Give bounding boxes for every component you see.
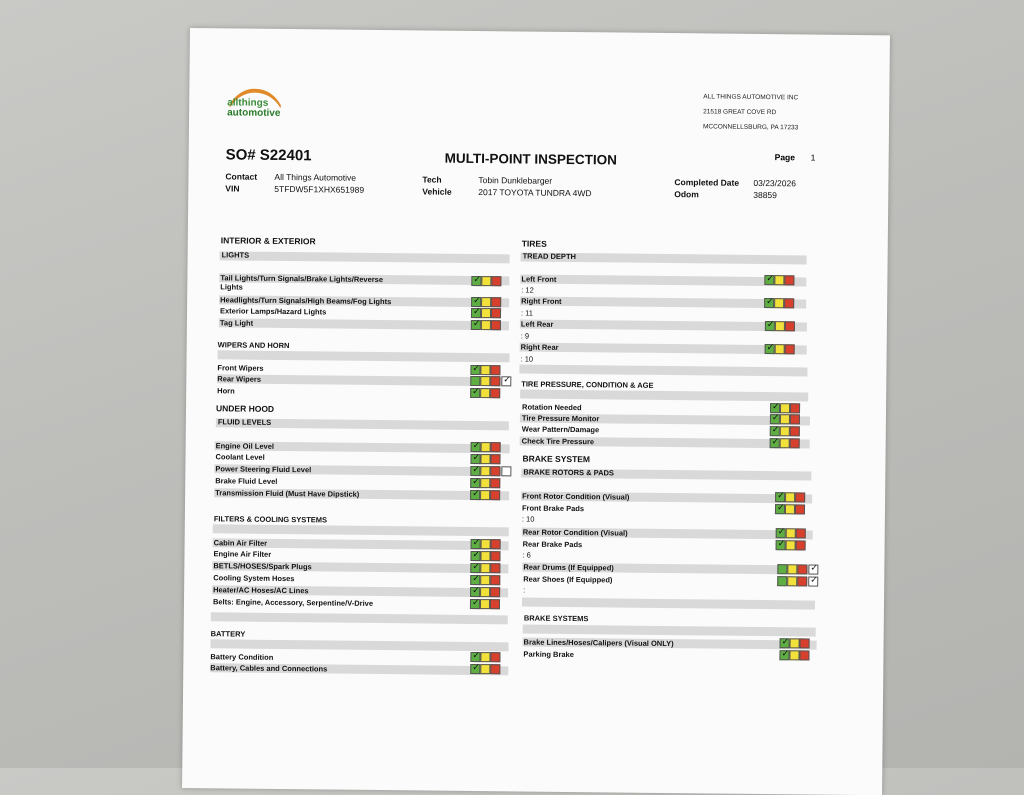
company-name: ALL THINGS AUTOMOTIVE INC [703, 93, 799, 102]
value-right-rear: : 10 [520, 354, 534, 364]
subsection-tread-depth [521, 252, 807, 264]
vin-value: 5TFDW5F1XHX651989 [274, 183, 365, 195]
item-belts-engine: Belts: Engine, Accessory, Serpentine/V-Drive [212, 597, 374, 608]
bar-battery [211, 639, 509, 651]
section-battery: BATTERY [210, 629, 246, 639]
item-brake-fluid: Brake Fluid Level [215, 476, 278, 486]
rating-exterior-lamps [471, 308, 501, 318]
rating-check-pressure [770, 438, 800, 448]
rating-front-rotor [775, 492, 805, 502]
row-rear-wipers [217, 374, 509, 386]
section-filters: FILTERS & COOLING SYSTEMS [213, 514, 328, 525]
contact-label: Contact [225, 171, 258, 182]
row-tag-light [219, 318, 509, 330]
na-checkbox[interactable] [501, 376, 511, 386]
rating-horn [470, 388, 500, 398]
na-checkbox[interactable] [808, 577, 818, 587]
subsection-lights [220, 251, 510, 263]
item-rotation-needed: Rotation Needed [522, 402, 582, 413]
logo-line2: automotive [227, 107, 281, 119]
item-battery-condition: Battery Condition [210, 652, 274, 662]
tread-depth-title: TREAD DEPTH [522, 251, 577, 262]
subsection-rotors-pads [521, 468, 811, 480]
rating-cooling-hoses [470, 575, 500, 585]
vehicle-value: 2017 TOYOTA TUNDRA 4WD [478, 187, 592, 199]
rating-rear-shoes [777, 576, 818, 586]
rating-rear-rotor [776, 528, 806, 538]
rating-left-front [764, 275, 794, 285]
item-rear-wipers: Rear Wipers [217, 374, 262, 384]
logo-line1: allthings [227, 97, 269, 109]
rating-front-wipers [470, 365, 500, 375]
bar-wipers [218, 350, 510, 362]
rating-coolant [470, 454, 500, 464]
item-transmission: Transmission Fluid (Must Have Dipstick) [215, 488, 360, 499]
company-street: 21518 GREAT COVE RD [703, 108, 777, 117]
lights-title: LIGHTS [221, 250, 250, 260]
rating-cabin-filter [471, 539, 501, 549]
inspection-sheet [182, 28, 890, 795]
item-battery-cables: Battery, Cables and Connections [210, 663, 328, 674]
bar-rotors-end [522, 598, 815, 610]
rating-engine-oil [471, 442, 501, 452]
odom-label: Odom [674, 189, 699, 200]
bar-brake-systems [523, 625, 816, 637]
bar-tread-end [519, 364, 807, 376]
subsection-fluid-levels [216, 418, 509, 430]
contact-value: All Things Automotive [274, 171, 357, 183]
item-tail-lights: Tail Lights/Turn Signals/Brake Lights/Reverse [220, 273, 384, 285]
vin-label: VIN [225, 183, 240, 194]
value-left-front: : 12 [521, 285, 534, 295]
bar-filters [213, 524, 509, 536]
page-number: 1 [810, 152, 816, 163]
rating-power-steering [470, 466, 511, 476]
item-front-rotor: Front Rotor Condition (Visual) [522, 491, 630, 502]
rating-tag-light [471, 320, 501, 330]
item-front-wipers: Front Wipers [217, 363, 264, 373]
section-brake-system: BRAKE SYSTEM [522, 453, 591, 465]
rating-headlights [471, 297, 501, 307]
rating-rear-wipers [470, 376, 511, 386]
item-engine-oil: Engine Oil Level [215, 441, 275, 451]
odom-value: 38859 [753, 189, 777, 201]
rating-transmission [470, 490, 500, 500]
section-tire-pressure: TIRE PRESSURE, CONDITION & AGE [521, 379, 654, 390]
bar-tire-pressure [520, 389, 808, 401]
item-left-front: Left Front [521, 274, 557, 284]
rating-rear-drums [777, 564, 818, 574]
bar-filters-end [211, 612, 508, 624]
item-tail-lights-cont: Lights [220, 282, 243, 292]
completed-label: Completed Date [674, 177, 740, 188]
item-cooling-hoses: Cooling System Hoses [213, 573, 295, 584]
rating-brake-fluid [470, 478, 500, 488]
rating-left-rear [765, 321, 795, 331]
rating-battery-cables [470, 664, 500, 674]
value-front-pads: : 10 [521, 514, 535, 524]
company-city: MCCONNELLSBURG, PA 17233 [702, 123, 799, 132]
item-check-pressure: Check Tire Pressure [521, 436, 595, 447]
tech-label: Tech [422, 174, 442, 185]
rating-wear-pattern [770, 426, 800, 436]
rating-rear-pads [776, 540, 806, 550]
rotors-pads-title: BRAKE ROTORS & PADS [523, 467, 614, 478]
service-order-number: SO# S22401 [225, 146, 312, 165]
rating-right-rear [765, 344, 795, 354]
item-right-rear: Right Rear [520, 342, 559, 352]
section-interior-exterior: INTERIOR & EXTERIOR [220, 235, 316, 247]
item-left-rear: Left Rear [520, 319, 554, 329]
item-horn: Horn [217, 386, 235, 396]
item-rear-shoes: Rear Shoes (If Equipped) [523, 574, 613, 585]
rating-belts-hoses-plugs [470, 563, 500, 573]
item-heater-ac: Heater/AC Hoses/AC Lines [213, 585, 309, 596]
rating-front-pads [775, 504, 805, 514]
company-logo [227, 98, 281, 119]
item-cabin-filter: Cabin Air Filter [213, 538, 268, 548]
value-rear-pads: : 6 [522, 550, 531, 560]
value-left-rear: : 9 [520, 331, 530, 341]
rating-engine-air-filter [470, 551, 500, 561]
rating-parking-brake [779, 650, 809, 660]
item-tpms: Tire Pressure Monitor [521, 413, 600, 424]
page-title: MULTI-POINT INSPECTION [444, 150, 617, 168]
value-rear-shoes: : [523, 585, 526, 595]
section-tires: TIRES [521, 238, 547, 249]
rating-brake-lines [780, 638, 810, 648]
item-right-front: Right Front [521, 296, 562, 306]
company-address [703, 89, 799, 135]
rating-belts-engine [470, 599, 500, 609]
item-engine-air-filter: Engine Air Filter [213, 549, 272, 559]
tech-value: Tobin Dunklebarger [478, 175, 553, 186]
item-parking-brake: Parking Brake [523, 649, 574, 660]
na-checkbox[interactable] [501, 466, 511, 476]
item-front-pads: Front Brake Pads [521, 503, 585, 514]
section-wipers-horn: WIPERS AND HORN [217, 340, 290, 351]
item-tag-light: Tag Light [219, 318, 254, 328]
item-headlights: Headlights/Turn Signals/High Beams/Fog Lights [220, 295, 392, 307]
na-checkbox[interactable] [808, 565, 818, 575]
rating-tail-lights [471, 276, 501, 286]
item-wear-pattern: Wear Pattern/Damage [521, 424, 600, 435]
section-under-hood: UNDER HOOD [215, 403, 275, 414]
rating-right-front [764, 298, 794, 308]
vehicle-label: Vehicle [422, 186, 452, 197]
item-brake-lines: Brake Lines/Hoses/Calipers (Visual ONLY) [523, 637, 674, 649]
rating-rotation-needed [770, 403, 800, 413]
fluid-levels-title: FLUID LEVELS [217, 417, 272, 427]
value-right-front: : 11 [520, 308, 534, 318]
item-rear-pads: Rear Brake Pads [522, 539, 583, 550]
rating-battery-condition [470, 652, 500, 662]
completed-value: 03/23/2026 [753, 177, 797, 189]
rating-tpms [770, 414, 800, 424]
section-brake-systems: BRAKE SYSTEMS [523, 613, 589, 624]
rating-heater-ac [470, 587, 500, 597]
item-belts-hoses-plugs: BETLS/HOSES/Spark Plugs [213, 561, 312, 572]
item-exterior-lamps: Exterior Lamps/Hazard Lights [219, 306, 327, 317]
item-power-steering: Power Steering Fluid Level [215, 464, 312, 475]
item-rear-rotor: Rear Rotor Condition (Visual) [522, 527, 628, 538]
item-coolant: Coolant Level [215, 452, 265, 462]
item-rear-drums: Rear Drums (If Equipped) [523, 562, 614, 573]
page-label: Page [774, 152, 796, 163]
